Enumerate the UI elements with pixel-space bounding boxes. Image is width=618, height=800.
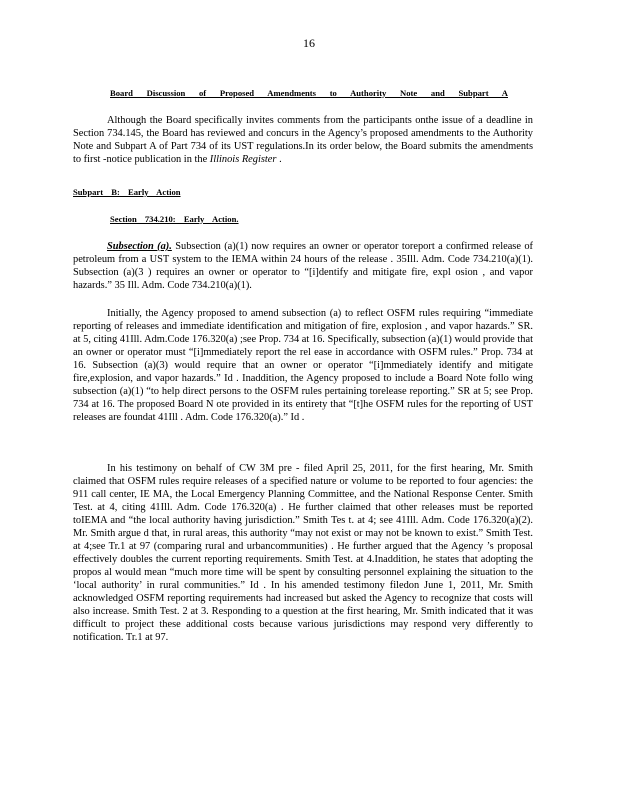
paragraph-3: Initially, the Agency proposed to amend subsection (a) to reflect OSFM rules requiring “immediate reporting of releases and immediate identification and mitigation of fire, explosion , and vapor hazards.” SR. at 5, citing 41Ill. Adm.Code 176.320(a) ;see Prop. 734 at 16. Specifically, subsection (a)(1) would provide that an owner or operator must “[i]mmediately report the rel ease in accordance with OSFM rules.” Prop. 734 at 16. Subsection (a)(3) would require that an owner or operator “[i]mmediately identify and mitigate fire,explosion, and vapor hazards.” Id . Inaddition, the Agency proposed to include a Board Note follo wing subsection (a)(1) “to help direct persons to the OSFM rules pertaining torelease reporting.” SR at 5; see Prop. 734 at 16. The proposed Board N ote provided in its entirety that “[t]he OSFM rules for the reporting of UST releases are foundat 41Ill . Adm. Code 176.320(a).” Id . [73, 308, 533, 423]
paragraph-2-text: Subsection (a)(1) now requires an owner or operator toreport a confirmed release of petroleum from a UST system to the IEMA within 24 hours of the release . 35Ill. Adm. Code 734.210(a)(1). Subsection (a)(3 ) requires an owner or operator to “[i]dentify and mitigate fire, expl osion , and vapor hazards.” 35 Ill. Adm. Code 734.210(a)(1). [73, 241, 533, 291]
page-number: 16 [303, 36, 315, 50]
paragraph-1-text: Although the Board specifically invites comments from the participants onthe issue of a deadline in Section 734.145, the Board has reviewed and concurs in the Agency’s proposed amendments to the Authority Note and Subpart A of Part 734 of its UST regulations.In its order below, the Board submits the amendments to first -notice publication in the [73, 115, 533, 165]
subpart-b-heading: Subpart B: Early Action [73, 187, 181, 197]
subsection-a-label: Subsection (a). [107, 241, 172, 252]
paragraph-4: In his testimony on behalf of CW 3M pre - filed April 25, 2011, for the first hearing, Mr. Smith claimed that OSFM rules require releases of a specified nature or volume to be reported to four agencies: the 911 call center, IE MA, the Local Emergency Planning Committee, and the National Response Center. Smith Test. at 4, citing 41Ill. Adm. Code 176.320(a) . He further claimed that other releases must be reported toIEMA and “the local authority having jurisdiction.” Smith Tes t. at 4; see 41Ill. Adm. Code 176.320(a)(2). Mr. Smith argue d that, in rural areas, this authority “may not exist or may not be known to exist.” Smith Test. at 4;see Tr.1 at 97 (comparing rural and urbancommunities) . He further argued that the Agency ’s proposal effectively doubles the current reporting requirements. Smith Test. at 4.Inaddition, he states that adopting the propos al would mean “much more time will be spent by consulting personnel explaining the situation to the ‘local authority’ in rural communities.” Id . In his amended testimony filedon June 1, 2011, Mr. Smith acknowledged OSFM reporting requirements had increased but asked the Agency to recognize that costs will also increase. Smith Test. 2 at 3. Responding to a question at the first hearing, Mr. Smith indicated that it was difficult to project these additional costs because various jurisdictions may respond very differently to notification. Tr.1 at 97. [73, 463, 533, 643]
paragraph-2 [73, 240, 533, 292]
paragraph-1-end: . [279, 154, 282, 165]
paragraph-1 [73, 114, 533, 166]
section-734-210-heading: Section 734.210: Early Action. [110, 214, 239, 224]
illinois-register-ref: Illinois Register [209, 154, 277, 165]
section-heading: Board Discussion of Proposed Amendments to Authority Note and Subpart A [110, 88, 508, 98]
